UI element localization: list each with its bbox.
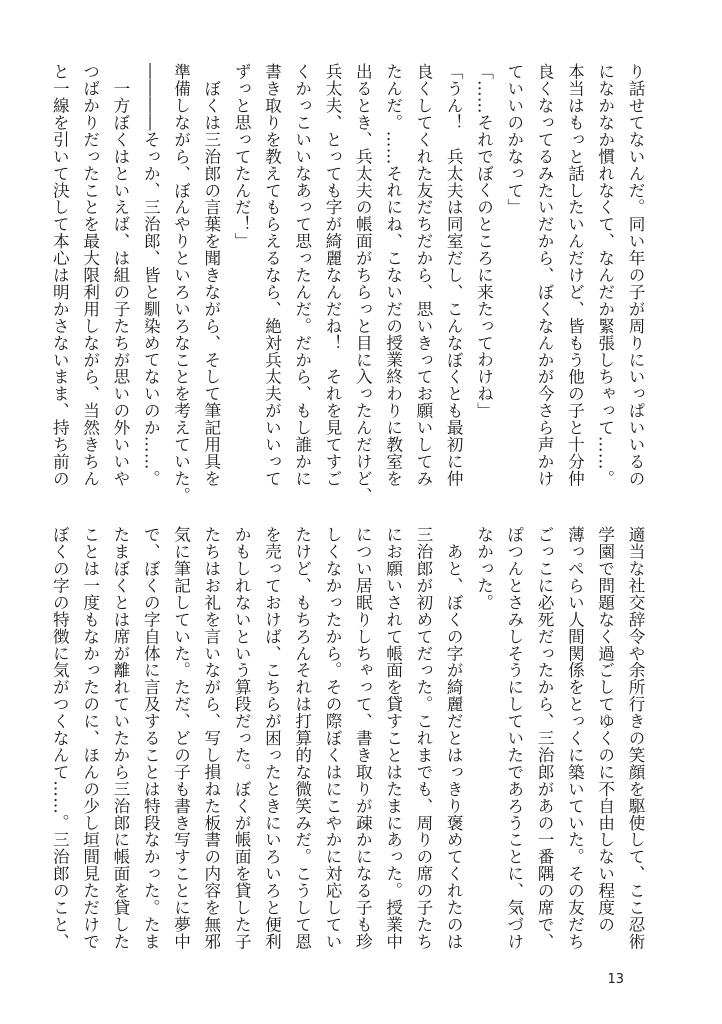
text-line: ――――そっか、三治郎、皆と馴染めてないのか……。 <box>141 63 161 487</box>
text-line: と一線を引いて決して本心は明かさないまま、持ち前の <box>50 63 70 487</box>
upper-text-block <box>50 63 650 513</box>
text-line: ぼくの字の特徴に気がつくなんて……。三治郎のこと、 <box>50 526 70 950</box>
text-line: 兵太夫、とっても字が綺麗なんだね！ それを見てすご <box>323 63 343 487</box>
text-line: 学園で問題なく過ごしてゆくのに不自由しない程度の <box>595 526 615 933</box>
text-line: ずっと思ってたんだ！」 <box>232 63 252 250</box>
text-line: たまぼくとは席が離れていたから三治郎に帳面を貸した <box>110 526 130 950</box>
page-number: 13 <box>607 972 624 987</box>
text-line: 準備しながら、ぼんやりといろいろなことを考えていた。 <box>171 63 191 504</box>
text-line: ぽつんとさみしそうにしていたであろうことに、気づけ <box>504 526 524 950</box>
text-line: なかった。 <box>474 526 494 611</box>
text-line: 気に筆記していた。ただ、どの子も書き写すことに夢中 <box>171 526 191 950</box>
text-line: ぼくは三治郎の言葉を聞きながら、そして筆記用具を <box>201 63 221 487</box>
text-line: つばかりだったことを最大限利用しながら、当然きちん <box>80 63 100 487</box>
text-line: 「……それでぼくのところに来たってわけね」 <box>474 63 494 419</box>
text-line: 出るとき、兵太夫の帳面がちらっと目に入ったんだけど、 <box>353 63 373 504</box>
text-line: にお願いされて帳面を貸すことはたまにあった。授業中 <box>383 526 403 950</box>
text-line: 良くなってるみたいだから、ぼくなんかが今さら声かけ <box>535 63 555 487</box>
text-line: で、ぼくの字自体に言及することは特段なかった。たま <box>141 526 161 950</box>
text-line: しくなかったから。その際ぼくはにこやかに対応してい <box>323 526 343 950</box>
text-line: 薄っぺらい人間関係をとっくに築いていた。その友だち <box>565 526 585 950</box>
text-line: 「うん！ 兵太夫は同室だし、こんなぼくとも最初に仲 <box>444 63 464 487</box>
text-line: くかっこいいなあって思ったんだ。だから、もし誰かに <box>292 63 312 487</box>
text-line: 良くしてくれた友だちだから、思いきってお願いしてみ <box>413 63 433 487</box>
text-line: ことは一度もなかったのに、ほんの少し垣間見ただけで <box>80 526 100 950</box>
text-line: 三治郎が初めてだった。これまでも、周りの席の子たち <box>413 526 433 950</box>
text-line: 書き取りを教えてもらえるなら、絶対兵太夫がいいって <box>262 63 282 487</box>
text-line: り話せてないんだ。同い年の子が周りにいっぱいいるの <box>626 63 645 487</box>
text-line: につい居眠りしちゃって、書き取りが疎かになる子も珍 <box>353 526 373 950</box>
text-line: たんだ。……それにね、こないだの授業終わりに教室を <box>383 63 403 487</box>
lower-text-block <box>50 526 650 956</box>
text-line: を売っておけば、こちらが困ったときにいろいろと便利 <box>262 526 282 950</box>
text-line: になかなか慣れなくて、なんだか緊張しちゃって……。 <box>595 63 615 487</box>
text-line: かもしれないという算段だった。ぼくが帳面を貸した子 <box>232 526 252 950</box>
text-line: たけど、もちろんそれは打算的な微笑みだ。こうして恩 <box>292 526 312 950</box>
text-line: 本当はもっと話したいんだけど、皆もう他の子と十分仲 <box>565 63 585 487</box>
text-line: 適当な社交辞令や余所行きの笑顔を駆使して、ここ忍術 <box>626 526 645 950</box>
text-line: ごっこに必死だったから、三治郎があの一番隅の席で、 <box>535 526 555 950</box>
text-line: 一方ぼくはといえば、は組の子たちが思いの外いいや <box>110 63 130 487</box>
text-line: ていいのかなって」 <box>504 63 524 216</box>
text-line: あと、ぼくの字が綺麗だとはっきり褒めてくれたのは <box>444 526 464 950</box>
text-line: たちはお礼を言いながら、写し損ねた板書の内容を無邪 <box>201 526 221 950</box>
